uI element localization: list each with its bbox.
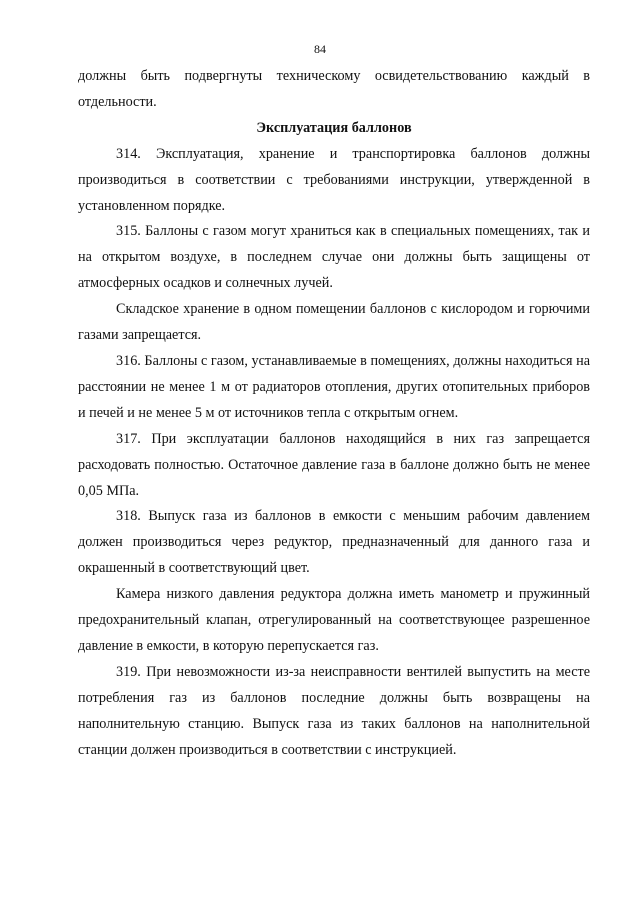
document-body xyxy=(78,64,590,763)
paragraph-316: 316. Баллоны с газом, устанавливаемые в помещениях, должны находиться на расстоянии не менее 1 м от радиаторов отопления, других отопительных приборов и печей и не менее 5 м от источников тепла с открытым огнем. xyxy=(78,352,590,421)
paragraph-315: 315. Баллоны с газом могут храниться как в специальных помещениях, так и на открытом воздухе, в последнем случае они должны быть защищены от атмосферных осадков и солнечных лучей. xyxy=(78,223,590,292)
section-heading: Эксплуатация баллонов xyxy=(256,119,412,136)
intro-paragraph: должны быть подвергнуты техническому освидетельствованию каждый в отдельности. xyxy=(78,68,590,110)
paragraph-318: 318. Выпуск газа из баллонов в емкости с меньшим рабочим давлением должен производиться через редуктор, предназначенный для данного газа и окрашенный в соответствующий цвет. xyxy=(78,508,590,577)
paragraph-319: 319. При невозможности из-за неисправности вентилей выпустить на месте потребления газ из баллонов последние должны быть возвращены на наполнительную станцию. Выпуск газа из таких баллонов на наполнительной станции должен производиться в соответствии с инструкцией. xyxy=(78,663,590,758)
paragraph-317: 317. При эксплуатации баллонов находящийся в них газ запрещается расходовать полностью. Остаточное давление газа в баллоне должно быть не менее 0,05 МПа. xyxy=(78,430,590,499)
paragraph-318-chamber: Камера низкого давления редуктора должна иметь манометр и пружинный предохранительный клапан, отрегулированный на соответствующее разрешенное давление в емкости, в которую перепускается газ. xyxy=(78,586,590,654)
paragraph-314: 314. Эксплуатация, хранение и транспортировка баллонов должны производиться в соответствии с требованиями инструкции, утвержденной в установленном порядке. xyxy=(78,145,590,214)
paragraph-315-storage: Складское хранение в одном помещении баллонов с кислородом и горючими газами запрещается. xyxy=(78,301,590,344)
page-number: 84 xyxy=(314,42,326,56)
